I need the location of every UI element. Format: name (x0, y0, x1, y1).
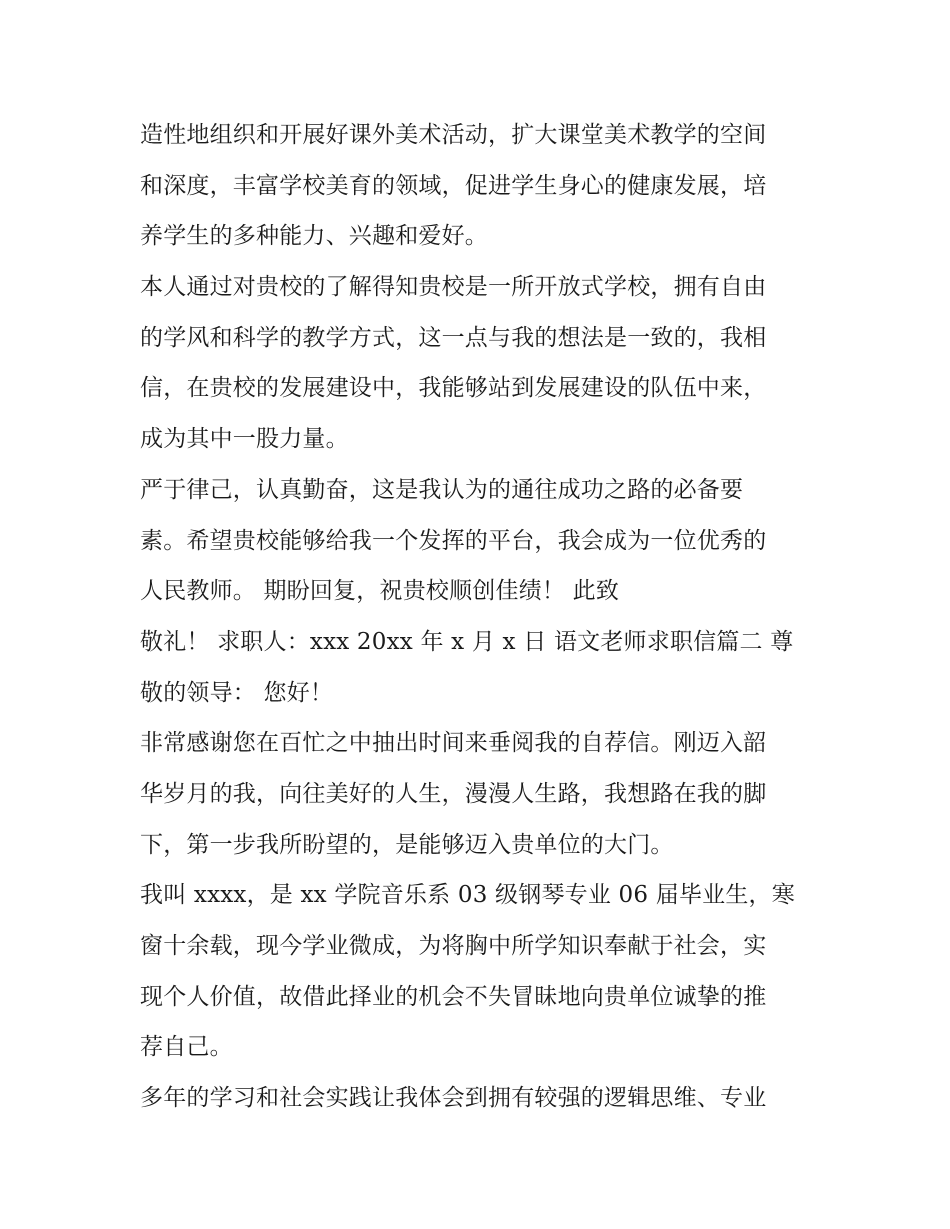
text-line: 非常感谢您在百忙之中抽出时间来垂阅我的自荐信。刚迈入韶 (140, 730, 767, 757)
text-line: 本人通过对贵校的了解得知贵校是一所开放式学校，拥有自由 (140, 274, 767, 301)
text-line: 荐自己。 (140, 1034, 233, 1061)
text-line: 养学生的多种能力、兴趣和爱好。 (140, 223, 488, 250)
text-line: 现个人价值，故借此择业的机会不失冒昧地向贵单位诚挚的推 (140, 983, 767, 1010)
letter-body (140, 110, 820, 1124)
text-line: 敬的领导： 您好！ (140, 679, 334, 706)
text-line: 人民教师。 期盼回复，祝贵校顺创佳绩！ 此致 (140, 578, 620, 605)
text-line: 敬礼！ 求职人：xxx 20xx 年 x 月 x 日 语文老师求职信篇二 尊 (140, 628, 794, 655)
text-line: 华岁月的我，向往美好的人生，漫漫人生路，我想路在我的脚 (140, 780, 767, 807)
text-line: 造性地组织和开展好课外美术活动，扩大课堂美术教学的空间 (140, 122, 767, 148)
text-line: 和深度，丰富学校美育的领域，促进学生身心的健康发展，培 (140, 172, 767, 199)
text-line: 多年的学习和社会实践让我体会到拥有较强的逻辑思维、专业 (140, 1085, 767, 1112)
text-line: 成为其中一股力量。 (140, 426, 349, 453)
text-line: 下，第一步我所盼望的，是能够迈入贵单位的大门。 (140, 831, 674, 858)
text-line: 我叫 xxxx，是 xx 学院音乐系 03 级钢琴专业 06 届毕业生，寒 (140, 882, 795, 909)
text-line: 窗十余载，现今学业微成，为将胸中所学知识奉献于社会，实 (140, 933, 767, 959)
text-line: 信，在贵校的发展建设中，我能够站到发展建设的队伍中来， (140, 375, 767, 402)
text-line: 素。希望贵校能够给我一个发挥的平台，我会成为一位优秀的 (140, 527, 767, 554)
text-line: 严于律己，认真勤奋，这是我认为的通往成功之路的必备要 (140, 476, 744, 503)
text-line: 的学风和科学的教学方式，这一点与我的想法是一致的，我相 (140, 324, 767, 351)
